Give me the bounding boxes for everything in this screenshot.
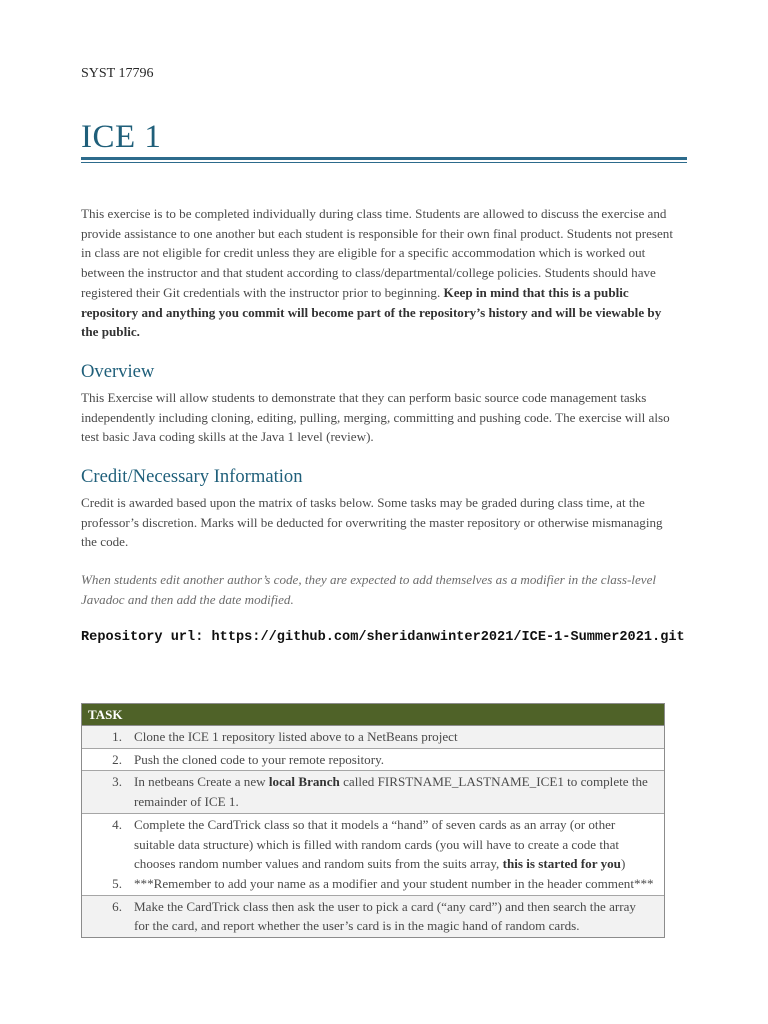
task-text-part: ) <box>620 856 626 872</box>
task-number: 3. <box>112 774 122 790</box>
task-text-part: Complete the CardTrick class so that it models a “hand” of seven cards as an array (or other suitable data structure) which is filled with random cards (you will have to create a code that chooses random number values and random suits from the suits array, <box>134 816 620 872</box>
overview-heading: Overview <box>81 361 155 382</box>
table-row <box>82 896 664 937</box>
title-rule-thick <box>81 157 687 160</box>
task-text: Push the cloned code to your remote repository. <box>134 751 385 767</box>
task-number: 4. <box>112 816 122 832</box>
page-title: ICE 1 <box>81 119 162 155</box>
intro-paragraph <box>81 204 681 342</box>
task-text: Make the CardTrick class then ask the user to pick a card (“any card”) and then search the array for the card, and report whether the user’s card is in the magic hand of random cards. <box>134 898 636 934</box>
table-row <box>82 814 664 896</box>
task-text <box>122 772 654 811</box>
credit-paragraph: Credit is awarded based upon the matrix of tasks below. Some tasks may be graded during class time, at the professor’s discretion. Marks will be deducted for overwriting the master repository or otherwise mismanaging the code. <box>81 495 663 550</box>
task-text: Clone the ICE 1 repository listed above to a NetBeans project <box>134 729 458 744</box>
task-table <box>81 703 665 938</box>
task-number: 5. <box>112 875 122 891</box>
task-number: 1. <box>112 729 122 744</box>
task-number: 2. <box>112 751 122 767</box>
title-rule-thin <box>81 162 687 163</box>
table-row <box>82 749 664 772</box>
task-table-header: TASK <box>82 704 664 726</box>
repository-url: Repository url: https://github.com/sheridanwinter2021/ICE-1-Summer2021.git <box>81 630 685 645</box>
task-text-bold: this is started for you <box>502 856 621 872</box>
intro-bold-warning: Keep in mind that this is a public repository and anything you commit will become part of the repository’s history and will be viewable by the public. <box>81 284 662 340</box>
task-text-part: called FIRSTNAME_LASTNAME_ICE1 to complete the remainder of ICE 1. <box>134 774 648 810</box>
task-text-bold: local Branch <box>268 774 340 790</box>
overview-paragraph: This Exercise will allow students to demonstrate that they can perform basic source code management tasks independently including cloning, editing, pulling, merging, committing and pushing code. The exercise will also test basic Java coding skills at the Java 1 level (review). <box>81 390 670 445</box>
course-code: SYST 17796 <box>81 66 154 81</box>
task-number: 6. <box>112 898 122 914</box>
task-text-part: In netbeans Create a new <box>134 774 269 790</box>
task-text: ***Remember to add your name as a modifier and your student number in the header comment*** <box>134 875 654 891</box>
table-row <box>82 771 664 813</box>
task-text <box>122 815 654 874</box>
credit-heading: Credit/Necessary Information <box>81 466 303 487</box>
credit-italic-note: When students edit another author’s code, they are expected to add themselves as a modifier in the class-level Javadoc and then add the date modified. <box>81 572 657 607</box>
intro-text: This exercise is to be completed individually during class time. Students are allowed to discuss the exercise and provide assistance to one another but each student is responsible for their own final product. Students not present in class are not eligible for credit unless they are eligible for a specific accommodation which is worked out between the instructor and that student according to class/departmental/college policies. Students should have registered their Git credentials with the instructor prior to beginning. <box>81 206 673 300</box>
table-row <box>82 726 664 749</box>
